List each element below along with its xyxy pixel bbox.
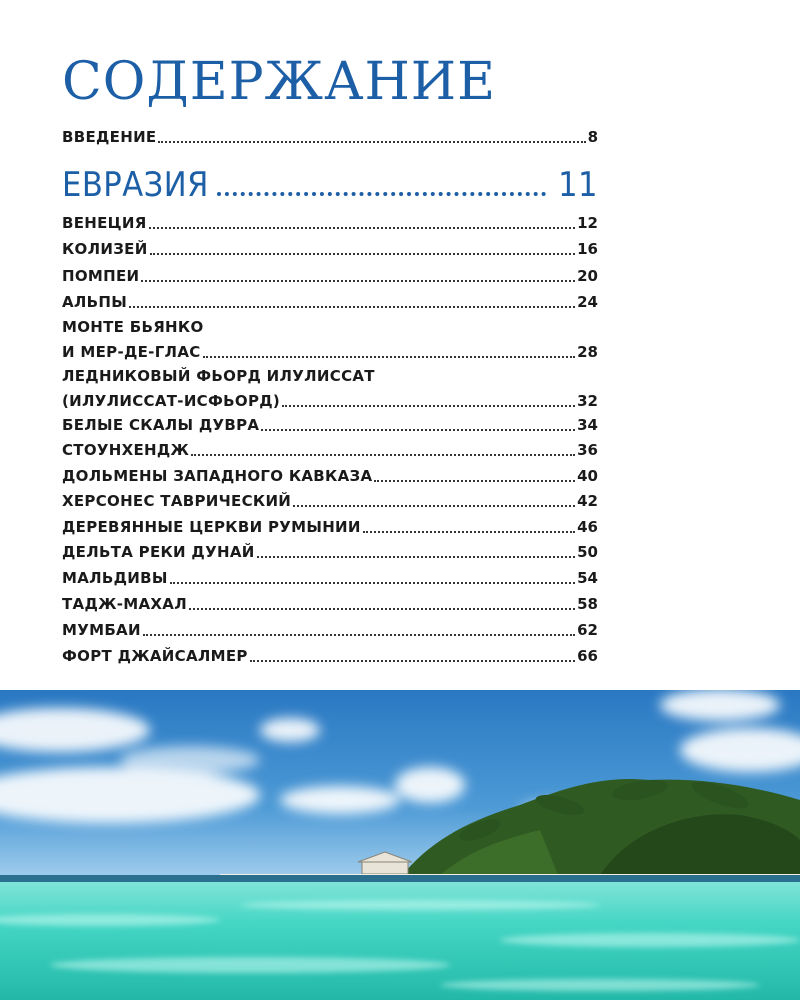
toc-entry-page: 8: [587, 128, 598, 146]
toc-entry-label: (ИЛУЛИССАТ-ИСФЬОРД): [62, 392, 281, 410]
dot-leader: [158, 140, 585, 143]
toc-entry-page: 46: [577, 518, 598, 536]
toc-entry-label: ВЕНЕЦИЯ: [62, 214, 147, 232]
toc-entry[interactable]: [62, 567, 598, 589]
toc-entry-label: ДОЛЬМЕНЫ ЗАПАДНОГО КАВКАЗА: [62, 467, 373, 485]
dot-leader: [257, 555, 576, 558]
toc-entry-page: 12: [577, 214, 598, 232]
dot-leader: [170, 581, 575, 584]
page-title: СОДЕРЖАНИЕ: [62, 52, 497, 112]
toc-entry-page: 50: [577, 543, 598, 561]
dot-leader: [363, 530, 575, 533]
toc-entry-label: МУМБАИ: [62, 621, 141, 639]
toc-entry-intro[interactable]: [62, 126, 598, 148]
toc-entry-label: ДЕЛЬТА РЕКИ ДУНАЙ: [62, 543, 255, 561]
toc-entry-label: ФОРТ ДЖАЙСАЛМЕР: [62, 647, 248, 665]
toc-entry[interactable]: [62, 465, 598, 487]
dot-leader: [217, 190, 546, 196]
dot-leader: [282, 404, 575, 407]
maldives-beach-photo: [0, 690, 800, 1000]
toc-entry-page: 54: [577, 569, 598, 587]
toc-entry[interactable]: [62, 265, 598, 287]
toc-entry[interactable]: [62, 439, 598, 461]
toc-entry-label: АЛЬПЫ: [62, 293, 128, 311]
dot-leader: [250, 659, 575, 662]
toc-entry-page: 32: [577, 392, 598, 410]
toc-entry-label: СТОУНХЕНДЖ: [62, 441, 190, 459]
dot-leader: [143, 633, 575, 636]
dot-leader: [293, 504, 575, 507]
toc-entry[interactable]: [62, 414, 598, 436]
toc-entry-page: 34: [577, 416, 598, 434]
toc-entry-label: МАЛЬДИВЫ: [62, 569, 168, 587]
toc-entry-label: ДЕРЕВЯННЫЕ ЦЕРКВИ РУМЫНИИ: [62, 518, 361, 536]
toc-entry-page: 42: [577, 492, 598, 510]
toc-entry-label: ХЕРСОНЕС ТАВРИЧЕСКИЙ: [62, 492, 292, 510]
toc-entry-label: ВВЕДЕНИЕ: [62, 128, 157, 146]
dot-leader: [141, 279, 575, 282]
dot-leader: [261, 428, 575, 431]
toc-entry[interactable]: [62, 645, 598, 667]
dot-leader: [149, 226, 576, 229]
toc-entry[interactable]: [62, 516, 598, 538]
beach-illustration: [0, 690, 800, 1000]
toc-entry-label: БЕЛЫЕ СКАЛЫ ДУВРА: [62, 416, 260, 434]
toc-entry-page: 36: [577, 441, 598, 459]
toc-entry[interactable]: [62, 316, 598, 363]
dot-leader: [374, 479, 575, 482]
dot-leader: [203, 355, 576, 358]
toc-entry[interactable]: [62, 238, 598, 260]
toc-entry-page: 20: [577, 267, 598, 285]
dot-leader: [129, 305, 575, 308]
toc-entry-label-line1: ЛЕДНИКОВЫЙ ФЬОРД ИЛУЛИССАТ: [62, 367, 375, 385]
toc-entry-label: КОЛИЗЕЙ: [62, 240, 148, 258]
dot-leader: [150, 252, 576, 255]
toc-entry[interactable]: [62, 619, 598, 641]
toc-entry-page: 62: [577, 621, 598, 639]
toc-entry-page: 58: [577, 595, 598, 613]
toc-entry-page: 66: [577, 647, 598, 665]
toc-entry[interactable]: [62, 212, 598, 234]
toc-entry[interactable]: [62, 291, 598, 313]
toc-entry-label-line1: МОНТЕ БЬЯНКО: [62, 318, 204, 336]
toc-section-heading[interactable]: [62, 165, 598, 205]
toc-entry-label: ПОМПЕИ: [62, 267, 140, 285]
toc-entry[interactable]: [62, 365, 598, 412]
toc-entry[interactable]: [62, 541, 598, 563]
section-title: ЕВРАЗИЯ: [62, 165, 209, 205]
dot-leader: [189, 607, 575, 610]
toc-entry-label: И МЕР-ДЕ-ГЛАС: [62, 343, 201, 361]
toc-entry-label: ТАДЖ-МАХАЛ: [62, 595, 187, 613]
toc-entry[interactable]: [62, 593, 598, 615]
section-page: 11: [558, 165, 598, 205]
toc-entry-page: 28: [577, 343, 598, 361]
toc-entry-page: 16: [577, 240, 598, 258]
toc-entry-page: 24: [577, 293, 598, 311]
dot-leader: [191, 453, 575, 456]
toc-entry-page: 40: [577, 467, 598, 485]
toc-entry[interactable]: [62, 490, 598, 512]
